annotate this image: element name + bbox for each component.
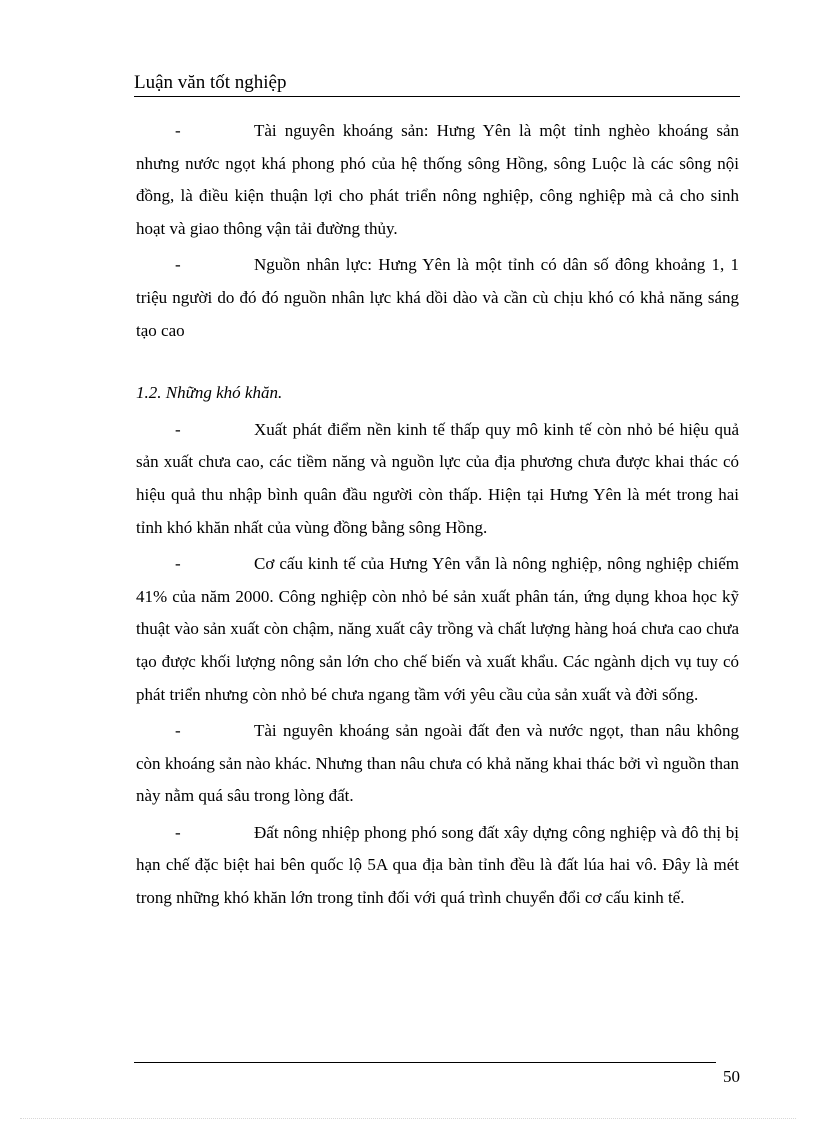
page-number: 50 — [723, 1067, 740, 1086]
bullet-dash: - — [175, 255, 181, 275]
paragraph-mineral-resources — [136, 115, 739, 245]
paragraph-land — [136, 817, 739, 915]
footer-divider — [134, 1062, 716, 1063]
paragraph-text: Xuất phát điểm nền kinh tế thấp quy mô kinh tế còn nhỏ bé hiệu quả sản xuất chưa cao, các tiềm năng và nguồn lực của địa phương chưa được khai thác có hiệu quả thu nhập bình quân đầu người còn thấp. Hiện tại Hưng Yên là mét trong hai tỉnh khó khăn nhất của vùng đồng bằng sông Hồng. — [136, 419, 739, 537]
page-edge-dotted-line — [20, 1118, 796, 1119]
paragraph-human-resources — [136, 249, 739, 347]
page-header-title: Luận văn tốt nghiệp — [134, 72, 287, 93]
bullet-dash: - — [175, 721, 181, 741]
paragraph-text: Nguồn nhân lực: Hưng Yên là một tỉnh có dân số đông khoảng 1, 1 triệu người do đó đó nguồn nhân lực khá dồi dào và cần cù chịu khó có khả năng sáng tạo cao — [136, 255, 739, 340]
paragraph-text: Đất nông nhiệp phong phó song đất xây dựng công nghiệp và đô thị bị hạn chế đặc biệt hai bên quốc lộ 5A qua địa bàn tỉnh đều là đất lúa hai vô. Đây là mét trong những khó khăn lớn trong tỉnh đối với quá trình chuyển đổi cơ cấu kinh tế. — [136, 822, 739, 908]
bullet-dash: - — [175, 554, 181, 574]
paragraph-text: Cơ cấu kinh tế của Hưng Yên vẫn là nông nghiệp, nông nghiệp chiếm 41% của năm 2000. Công nghiệp còn nhỏ bé sản xuất phân tán, ứng dụng khoa học kỹ thuật vào sản xuất còn chậm, năng xuất cây trồng và chất lượng hàng hoá chưa cao chưa tạo được khối lượng nông sản lớn cho chế biến và xuất khẩu. Các ngành dịch vụ tuy có phát triển nhưng còn nhỏ bé chưa ngang tầm với yêu cầu của sản xuất và đời sống. — [136, 554, 739, 704]
paragraph-text: Tài nguyên khoáng sản ngoài đất đen và nước ngọt, than nâu không còn khoáng sản nào khác. Nhưng than nâu chưa có khả năng khai thác bởi vì nguồn than này nằm quá sâu trong lòng đất. — [136, 721, 739, 806]
paragraph-starting-point — [136, 414, 739, 544]
bullet-dash: - — [175, 419, 181, 439]
paragraph-text: Tài nguyên khoáng sản: Hưng Yên là một tỉnh nghèo khoáng sản nhưng nước ngọt khá phong phó của hệ thống sông Hồng, sông Luộc là các sông nội đồng, là điều kiện thuận lợi cho phát triển nông nghiệp, công nghiệp mà cả cho sinh hoạt và giao thông vận tải đường thủy. — [136, 121, 739, 238]
bullet-dash: - — [175, 822, 181, 842]
paragraph-economic-structure — [136, 548, 739, 711]
header-divider — [134, 96, 740, 97]
document-body — [136, 115, 739, 919]
section-heading: 1.2. Những khó khăn. — [136, 383, 283, 403]
paragraph-minerals — [136, 715, 739, 813]
bullet-dash: - — [175, 121, 181, 140]
